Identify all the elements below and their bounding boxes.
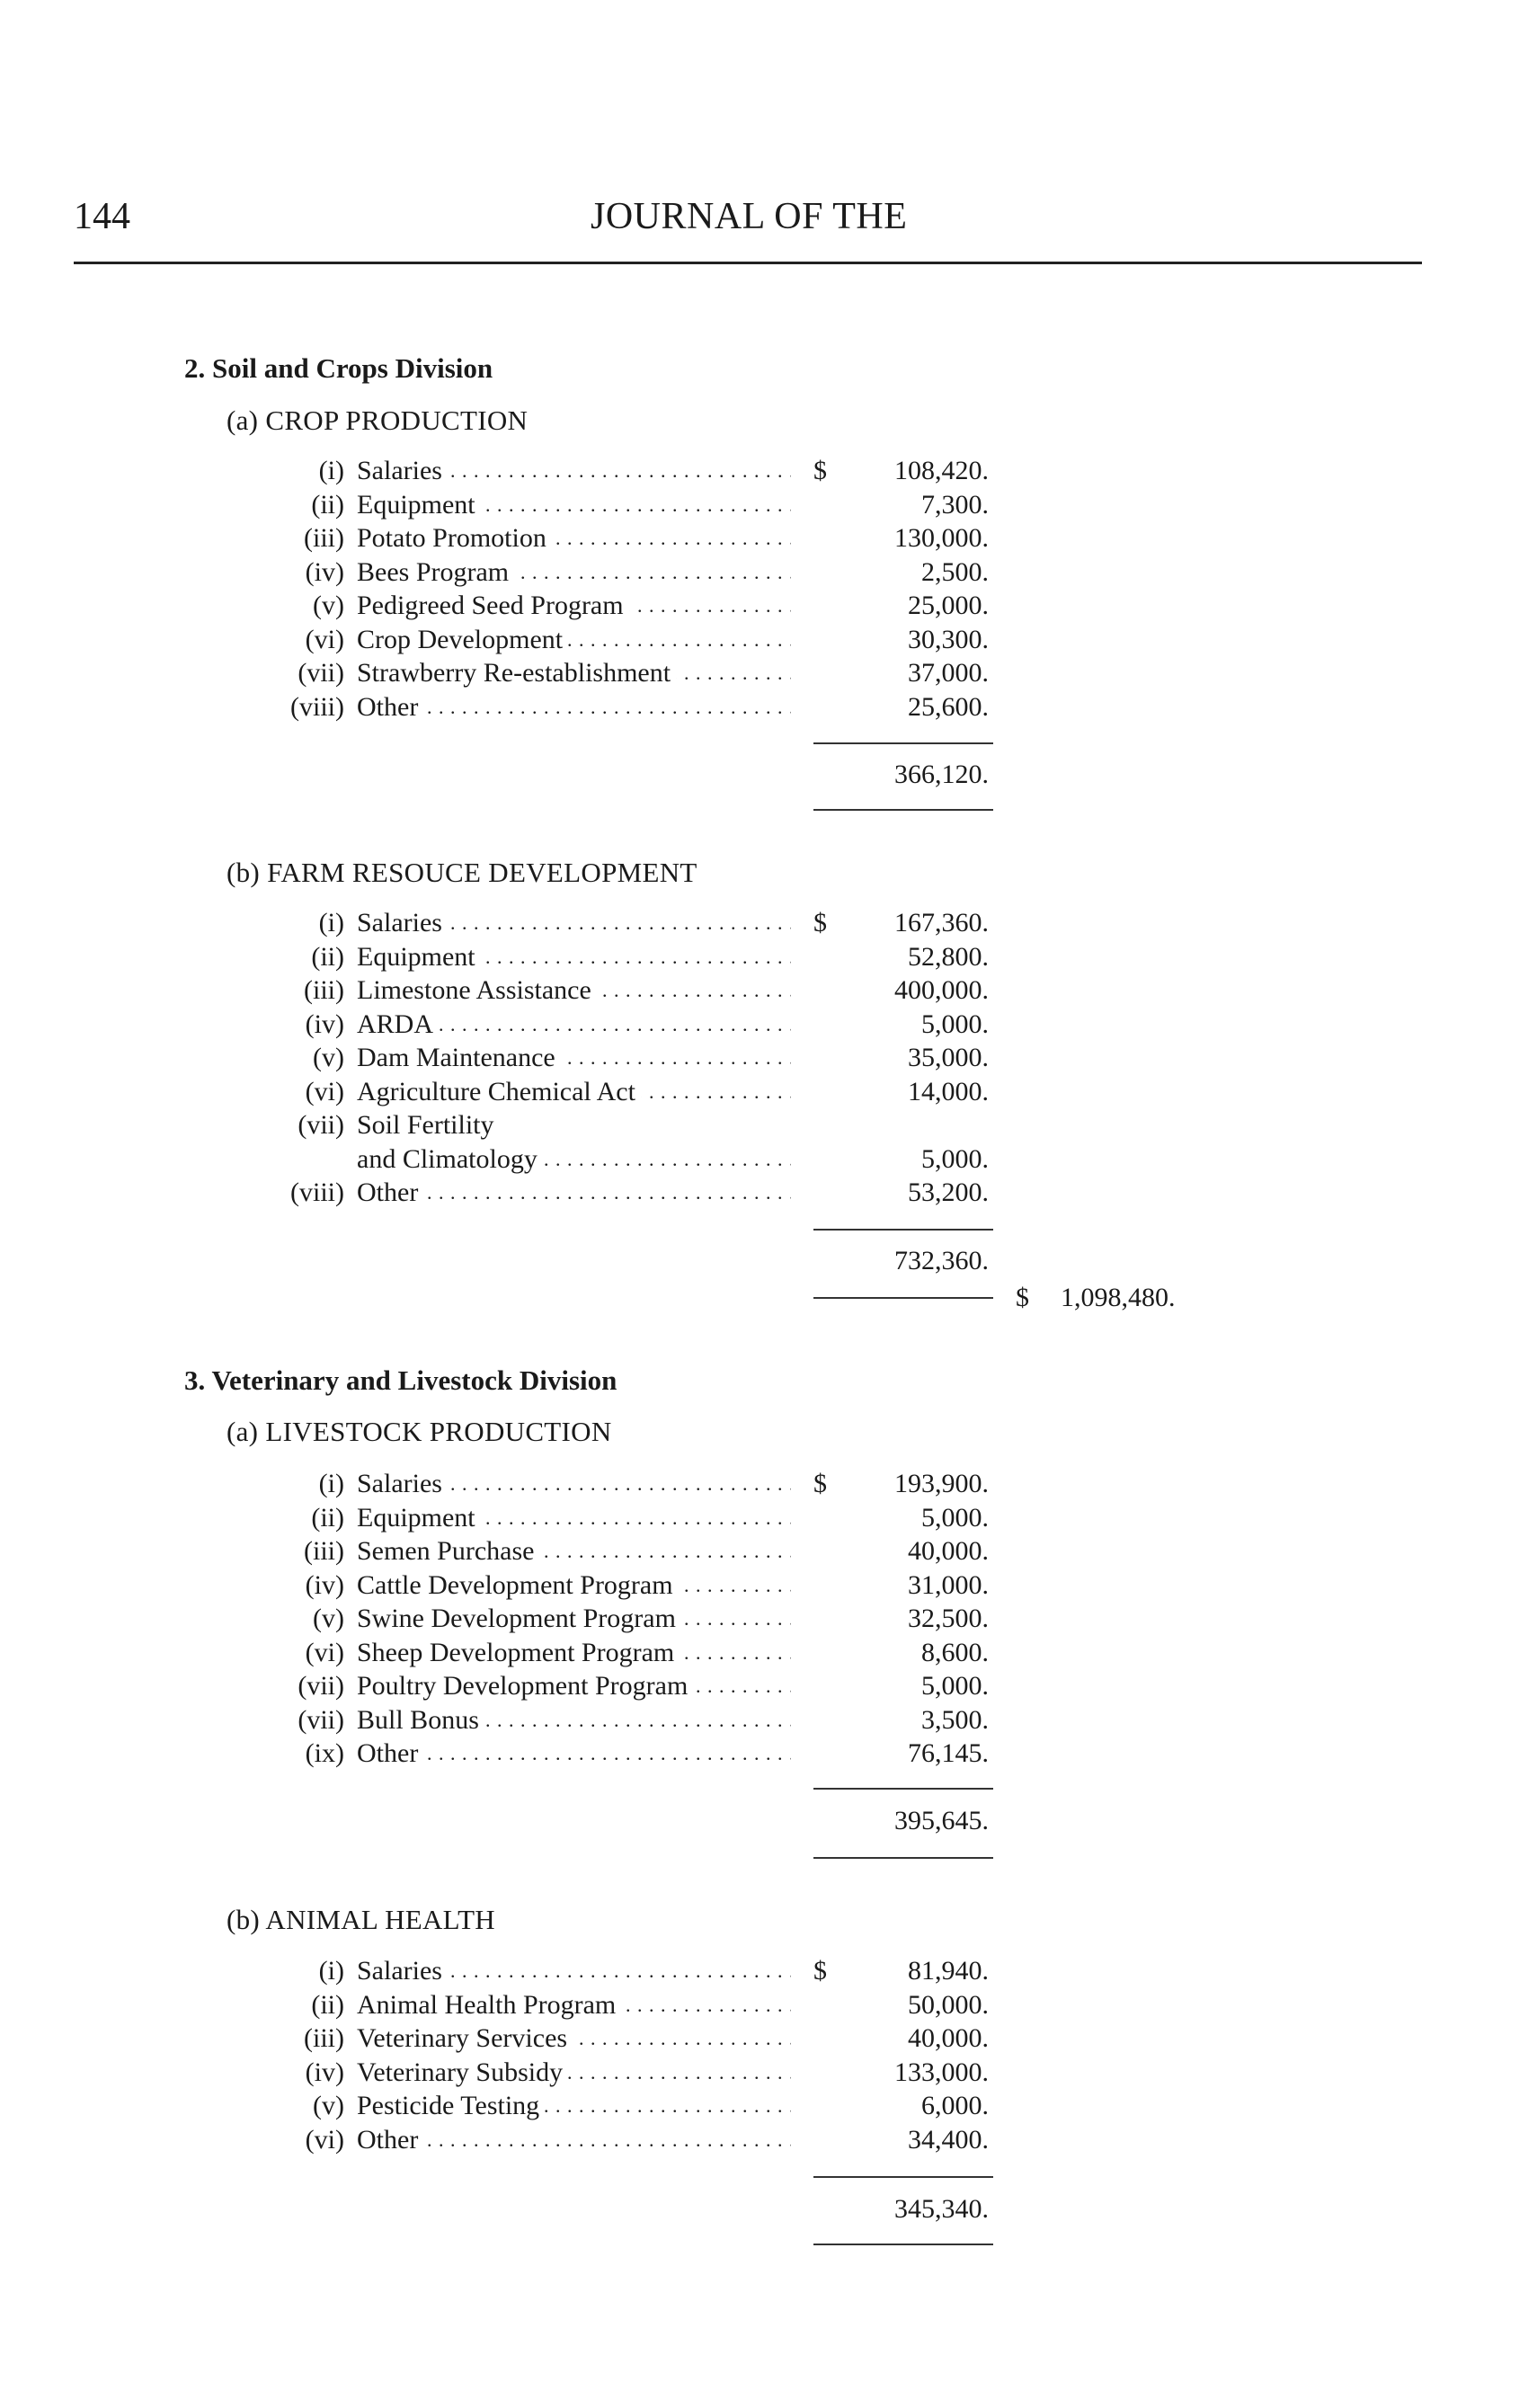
subtotal-rule bbox=[813, 1788, 993, 1790]
item-label-text: Veterinary Services bbox=[357, 2023, 573, 2053]
item-amount: 6,000. bbox=[921, 2091, 989, 2120]
item-numeral: (iii) bbox=[304, 2023, 344, 2053]
item-label-text: Bull Bonus bbox=[357, 1705, 484, 1735]
item-amount: 2,500. bbox=[921, 556, 989, 587]
item-amount: 32,500. bbox=[908, 1604, 989, 1633]
item-numeral: (vii) bbox=[298, 658, 344, 688]
item-numeral: (vii) bbox=[298, 1110, 344, 1140]
item-numeral: (ii) bbox=[311, 1502, 344, 1533]
item-numeral: (ii) bbox=[311, 489, 344, 520]
item-amount: 5,000. bbox=[921, 1502, 989, 1533]
item-label-text: Soil Fertility bbox=[357, 1110, 500, 1140]
item-numeral: (iv) bbox=[305, 2057, 344, 2087]
line-item bbox=[0, 1008, 1537, 1041]
item-amount: 14,000. bbox=[908, 1076, 989, 1106]
section-title: (b) FARM RESOUCE DEVELOPMENT bbox=[227, 857, 697, 888]
item-numeral: (v) bbox=[313, 1604, 344, 1633]
item-label-text: Animal Health Program bbox=[357, 1990, 621, 2020]
item-label bbox=[357, 973, 791, 1007]
item-numeral: (ii) bbox=[311, 1989, 344, 2020]
item-label-text: Salaries bbox=[357, 456, 448, 485]
line-item bbox=[0, 2056, 1537, 2089]
item-numeral: (ix) bbox=[305, 1738, 344, 1768]
line-item bbox=[0, 1142, 1537, 1176]
item-amount: 50,000. bbox=[908, 1989, 989, 2020]
line-item bbox=[0, 1075, 1537, 1108]
item-label bbox=[357, 2089, 791, 2122]
subtotal: 732,360. bbox=[894, 1246, 989, 1275]
item-label bbox=[357, 555, 791, 589]
item-label bbox=[357, 454, 791, 487]
item-label-text: Veterinary Subsidy bbox=[357, 2057, 568, 2087]
item-numeral: (i) bbox=[318, 456, 344, 485]
page-number: 144 bbox=[74, 196, 130, 237]
item-label-text: Salaries bbox=[357, 908, 448, 937]
item-label bbox=[357, 1703, 791, 1737]
item-label-text: Salaries bbox=[357, 1956, 448, 1986]
item-label-text: Swine Development Program bbox=[357, 1604, 681, 1633]
item-label-text: Crop Development bbox=[357, 625, 568, 654]
item-label-text: Potato Promotion bbox=[357, 523, 552, 553]
item-numeral: (iv) bbox=[305, 1569, 344, 1600]
grand-total: 1,098,480. bbox=[1061, 1283, 1176, 1312]
item-label-text: ARDA bbox=[357, 1009, 439, 1039]
subtotal-rule bbox=[813, 742, 993, 744]
item-label-text: Bees Program bbox=[357, 557, 514, 587]
division-title: 3. Veterinary and Livestock Division bbox=[184, 1364, 617, 1396]
item-numeral: (iii) bbox=[304, 1536, 344, 1566]
line-item bbox=[0, 1176, 1537, 1209]
line-item bbox=[0, 1501, 1537, 1534]
subtotal-underline bbox=[813, 1297, 993, 1299]
item-label bbox=[357, 1075, 791, 1108]
item-label bbox=[357, 690, 791, 724]
item-label bbox=[357, 940, 791, 973]
line-item bbox=[0, 488, 1537, 521]
item-numeral: (iv) bbox=[305, 556, 344, 587]
item-amount: 130,000. bbox=[894, 523, 989, 553]
line-item bbox=[0, 1534, 1537, 1568]
item-label-text: Equipment bbox=[357, 1503, 481, 1533]
item-numeral: (v) bbox=[313, 2091, 344, 2120]
item-numeral: (vii) bbox=[298, 1671, 344, 1701]
header-rule bbox=[74, 262, 1422, 264]
item-label bbox=[357, 1669, 791, 1702]
line-item bbox=[0, 2089, 1537, 2122]
line-item bbox=[0, 2021, 1537, 2055]
item-numeral: (i) bbox=[318, 1956, 344, 1986]
line-item bbox=[0, 555, 1537, 589]
line-item bbox=[0, 454, 1537, 487]
line-item bbox=[0, 1041, 1537, 1074]
item-amount: 133,000. bbox=[894, 2057, 989, 2087]
item-label bbox=[357, 1636, 791, 1669]
item-amount: 31,000. bbox=[908, 1569, 989, 1600]
line-item bbox=[0, 1602, 1537, 1635]
item-amount: 3,500. bbox=[921, 1704, 989, 1735]
item-numeral: (i) bbox=[318, 908, 344, 937]
line-item bbox=[0, 656, 1537, 689]
item-amount: 81,940. bbox=[908, 1956, 989, 1986]
grand-total-dollar: $ bbox=[1016, 1283, 1029, 1312]
line-item bbox=[0, 690, 1537, 724]
subtotal: 345,340. bbox=[894, 2194, 989, 2224]
item-label bbox=[357, 1008, 791, 1041]
item-amount: 5,000. bbox=[921, 1671, 989, 1701]
item-label bbox=[357, 488, 791, 521]
item-label bbox=[357, 521, 791, 555]
subtotal: 366,120. bbox=[894, 760, 989, 789]
item-label-text: Strawberry Re-establishment bbox=[357, 658, 676, 688]
line-item bbox=[0, 1669, 1537, 1702]
item-label-text: Other bbox=[357, 1738, 423, 1768]
item-label-text: Other bbox=[357, 1177, 423, 1207]
dollar-sign: $ bbox=[813, 1956, 827, 1986]
item-label-text: Pedigreed Seed Program bbox=[357, 591, 629, 620]
item-amount: 25,000. bbox=[908, 591, 989, 620]
item-numeral: (iv) bbox=[305, 1009, 344, 1039]
item-label bbox=[357, 906, 791, 939]
page-header bbox=[74, 198, 1422, 252]
item-amount: 52,800. bbox=[908, 941, 989, 972]
item-numeral: (vi) bbox=[305, 1076, 344, 1106]
section-title: (a) CROP PRODUCTION bbox=[227, 404, 529, 436]
section-title: (a) LIVESTOCK PRODUCTION bbox=[227, 1416, 612, 1447]
dollar-sign: $ bbox=[813, 456, 827, 485]
line-item bbox=[0, 1568, 1537, 1602]
line-item bbox=[0, 906, 1537, 939]
item-label-text: Limestone Assistance bbox=[357, 975, 597, 1005]
item-label-text: Agriculture Chemical Act bbox=[357, 1077, 641, 1106]
item-label bbox=[357, 1467, 791, 1500]
item-label bbox=[357, 2056, 791, 2089]
item-amount: 30,300. bbox=[908, 624, 989, 654]
division-title: 2. Soil and Crops Division bbox=[184, 352, 493, 384]
item-label-text: Cattle Development Program bbox=[357, 1570, 679, 1600]
item-amount: 167,360. bbox=[894, 908, 989, 937]
item-label bbox=[357, 623, 791, 656]
item-label bbox=[357, 2123, 791, 2156]
dollar-sign: $ bbox=[813, 1469, 827, 1498]
item-numeral: (vi) bbox=[305, 1637, 344, 1667]
subtotal-underline bbox=[813, 2244, 993, 2245]
item-numeral: (iii) bbox=[304, 975, 344, 1005]
item-amount: 34,400. bbox=[908, 2124, 989, 2155]
item-amount: 25,600. bbox=[908, 691, 989, 722]
item-numeral: (v) bbox=[313, 591, 344, 620]
subtotal: 395,645. bbox=[894, 1806, 989, 1835]
line-item bbox=[0, 589, 1537, 622]
item-numeral: (viii) bbox=[290, 691, 344, 722]
item-amount: 400,000. bbox=[894, 975, 989, 1005]
item-label bbox=[357, 2021, 791, 2055]
item-label bbox=[357, 589, 791, 622]
item-label-text: Poultry Development Program bbox=[357, 1671, 693, 1701]
line-item bbox=[0, 1108, 1537, 1142]
running-head: JOURNAL OF THE bbox=[591, 196, 908, 237]
dollar-sign: $ bbox=[813, 908, 827, 937]
item-label-text: Dam Maintenance bbox=[357, 1043, 561, 1072]
item-label bbox=[357, 1988, 791, 2021]
item-amount: 76,145. bbox=[908, 1738, 989, 1768]
item-label bbox=[357, 1142, 791, 1176]
item-amount: 5,000. bbox=[921, 1009, 989, 1039]
item-numeral: (vii) bbox=[298, 1704, 344, 1735]
item-label-text: Equipment bbox=[357, 942, 481, 972]
item-amount: 53,200. bbox=[908, 1177, 989, 1207]
item-amount: 108,420. bbox=[894, 456, 989, 485]
item-amount: 8,600. bbox=[921, 1637, 989, 1667]
line-item bbox=[0, 1988, 1537, 2021]
item-numeral: (vi) bbox=[305, 2124, 344, 2155]
item-amount: 37,000. bbox=[908, 658, 989, 688]
item-amount: 7,300. bbox=[921, 489, 989, 520]
item-numeral: (i) bbox=[318, 1469, 344, 1498]
item-label-text: Salaries bbox=[357, 1469, 448, 1498]
item-label bbox=[357, 1041, 791, 1074]
item-numeral: (v) bbox=[313, 1043, 344, 1072]
item-label-text: Pesticide Testing bbox=[357, 2091, 545, 2120]
section-title: (b) ANIMAL HEALTH bbox=[227, 1904, 495, 1935]
item-label-text: Other bbox=[357, 692, 423, 722]
item-numeral: (iii) bbox=[304, 523, 344, 553]
item-label bbox=[357, 1534, 791, 1568]
line-item bbox=[0, 521, 1537, 555]
item-label-text: Sheep Development Program bbox=[357, 1638, 680, 1667]
line-item bbox=[0, 1636, 1537, 1669]
line-item bbox=[0, 940, 1537, 973]
item-amount: 35,000. bbox=[908, 1043, 989, 1072]
item-numeral: (vi) bbox=[305, 624, 344, 654]
line-item bbox=[0, 623, 1537, 656]
item-label bbox=[357, 1737, 791, 1770]
line-item bbox=[0, 1954, 1537, 1987]
item-label-text: Equipment bbox=[357, 490, 481, 520]
item-label bbox=[357, 1602, 791, 1635]
item-amount: 193,900. bbox=[894, 1469, 989, 1498]
line-item bbox=[0, 1703, 1537, 1737]
item-label bbox=[357, 1108, 791, 1142]
item-label-text: Other bbox=[357, 2125, 423, 2155]
item-label bbox=[357, 1568, 791, 1602]
subtotal-rule bbox=[813, 2176, 993, 2178]
item-amount: 40,000. bbox=[908, 1536, 989, 1566]
item-label bbox=[357, 1954, 791, 1987]
subtotal-underline bbox=[813, 1857, 993, 1859]
line-item bbox=[0, 1737, 1537, 1770]
item-label bbox=[357, 656, 791, 689]
subtotal-underline bbox=[813, 809, 993, 811]
item-label-text: Semen Purchase bbox=[357, 1536, 539, 1566]
item-numeral: (ii) bbox=[311, 941, 344, 972]
subtotal-rule bbox=[813, 1229, 993, 1231]
item-amount: 40,000. bbox=[908, 2023, 989, 2053]
line-item bbox=[0, 1467, 1537, 1500]
item-label bbox=[357, 1501, 791, 1534]
item-amount: 5,000. bbox=[921, 1143, 989, 1174]
item-label-text: and Climatology bbox=[357, 1144, 543, 1174]
item-label bbox=[357, 1176, 791, 1209]
item-numeral: (viii) bbox=[290, 1177, 344, 1207]
line-item bbox=[0, 973, 1537, 1007]
line-item bbox=[0, 2123, 1537, 2156]
